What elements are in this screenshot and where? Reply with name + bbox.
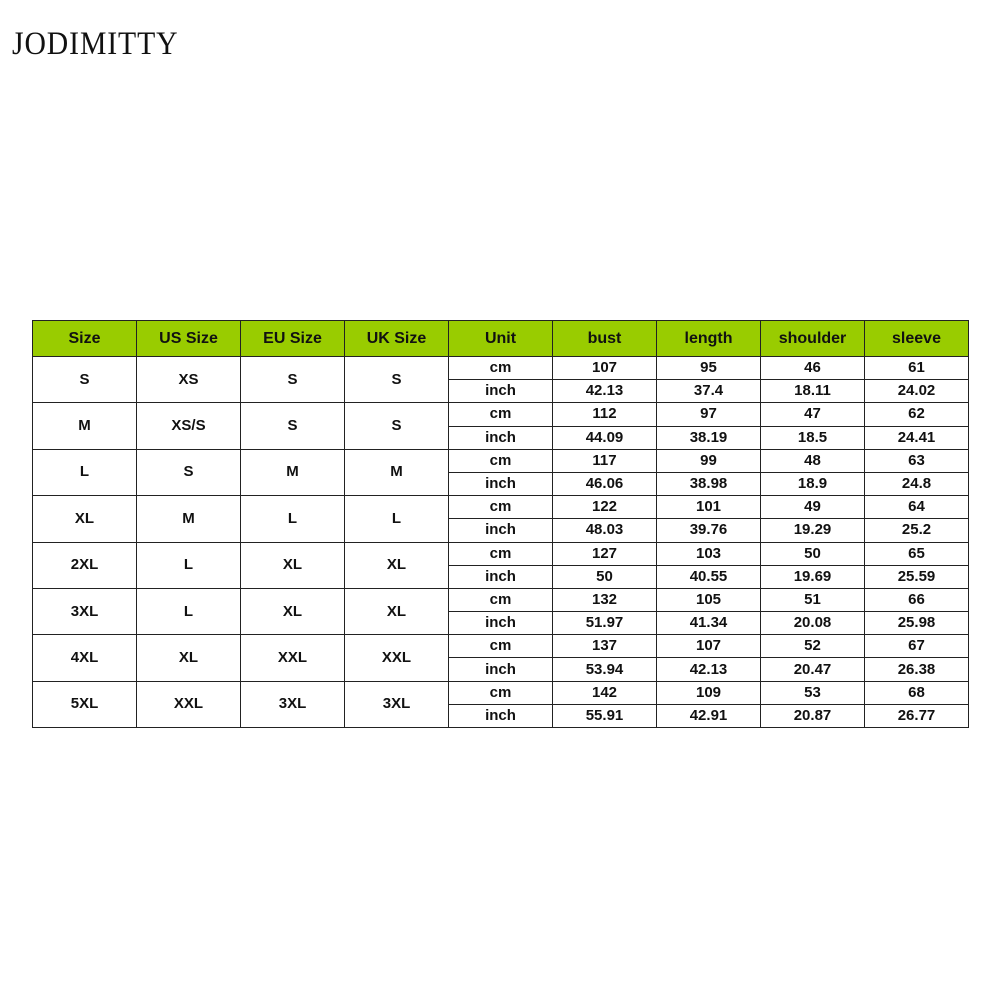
bust-cell: 112 bbox=[553, 403, 657, 426]
us-size-cell: XS/S bbox=[137, 403, 241, 449]
sleeve-cell: 62 bbox=[865, 403, 969, 426]
length-cell: 38.19 bbox=[657, 426, 761, 449]
column-header: length bbox=[657, 321, 761, 357]
unit-cell: inch bbox=[449, 704, 553, 727]
unit-cell: inch bbox=[449, 519, 553, 542]
sleeve-cell: 24.8 bbox=[865, 472, 969, 495]
shoulder-cell: 47 bbox=[761, 403, 865, 426]
eu-size-cell: S bbox=[241, 403, 345, 449]
bust-cell: 46.06 bbox=[553, 472, 657, 495]
size-cell: M bbox=[33, 403, 137, 449]
size-cell: 2XL bbox=[33, 542, 137, 588]
us-size-cell: L bbox=[137, 588, 241, 634]
bust-cell: 132 bbox=[553, 588, 657, 611]
sleeve-cell: 24.02 bbox=[865, 380, 969, 403]
bust-cell: 55.91 bbox=[553, 704, 657, 727]
bust-cell: 53.94 bbox=[553, 658, 657, 681]
uk-size-cell: M bbox=[345, 449, 449, 495]
size-chart-table bbox=[32, 320, 969, 728]
sleeve-cell: 24.41 bbox=[865, 426, 969, 449]
size-cell: 3XL bbox=[33, 588, 137, 634]
column-header: UK Size bbox=[345, 321, 449, 357]
uk-size-cell: 3XL bbox=[345, 681, 449, 727]
column-header: EU Size bbox=[241, 321, 345, 357]
unit-cell: inch bbox=[449, 612, 553, 635]
us-size-cell: XS bbox=[137, 357, 241, 403]
shoulder-cell: 52 bbox=[761, 635, 865, 658]
unit-cell: cm bbox=[449, 403, 553, 426]
sleeve-cell: 25.2 bbox=[865, 519, 969, 542]
eu-size-cell: S bbox=[241, 357, 345, 403]
table-row bbox=[33, 449, 969, 472]
length-cell: 42.13 bbox=[657, 658, 761, 681]
shoulder-cell: 18.5 bbox=[761, 426, 865, 449]
bust-cell: 42.13 bbox=[553, 380, 657, 403]
uk-size-cell: XL bbox=[345, 588, 449, 634]
bust-cell: 117 bbox=[553, 449, 657, 472]
bust-cell: 107 bbox=[553, 357, 657, 380]
column-header: Unit bbox=[449, 321, 553, 357]
bust-cell: 142 bbox=[553, 681, 657, 704]
unit-cell: inch bbox=[449, 472, 553, 495]
eu-size-cell: 3XL bbox=[241, 681, 345, 727]
table-row bbox=[33, 588, 969, 611]
column-header: bust bbox=[553, 321, 657, 357]
column-header: US Size bbox=[137, 321, 241, 357]
uk-size-cell: L bbox=[345, 496, 449, 542]
length-cell: 105 bbox=[657, 588, 761, 611]
column-header: Size bbox=[33, 321, 137, 357]
bust-cell: 48.03 bbox=[553, 519, 657, 542]
unit-cell: cm bbox=[449, 357, 553, 380]
sleeve-cell: 65 bbox=[865, 542, 969, 565]
length-cell: 107 bbox=[657, 635, 761, 658]
table-header-row bbox=[33, 321, 969, 357]
length-cell: 109 bbox=[657, 681, 761, 704]
length-cell: 41.34 bbox=[657, 612, 761, 635]
us-size-cell: S bbox=[137, 449, 241, 495]
table-row bbox=[33, 635, 969, 658]
unit-cell: cm bbox=[449, 542, 553, 565]
table-row bbox=[33, 403, 969, 426]
unit-cell: cm bbox=[449, 635, 553, 658]
us-size-cell: XXL bbox=[137, 681, 241, 727]
length-cell: 99 bbox=[657, 449, 761, 472]
sleeve-cell: 26.77 bbox=[865, 704, 969, 727]
unit-cell: cm bbox=[449, 681, 553, 704]
unit-cell: cm bbox=[449, 496, 553, 519]
unit-cell: inch bbox=[449, 565, 553, 588]
brand-logo: JODIMITTY bbox=[12, 26, 179, 62]
size-cell: 4XL bbox=[33, 635, 137, 681]
bust-cell: 50 bbox=[553, 565, 657, 588]
table-row bbox=[33, 542, 969, 565]
sleeve-cell: 26.38 bbox=[865, 658, 969, 681]
size-cell: XL bbox=[33, 496, 137, 542]
column-header: shoulder bbox=[761, 321, 865, 357]
uk-size-cell: XL bbox=[345, 542, 449, 588]
shoulder-cell: 46 bbox=[761, 357, 865, 380]
unit-cell: inch bbox=[449, 380, 553, 403]
shoulder-cell: 48 bbox=[761, 449, 865, 472]
length-cell: 40.55 bbox=[657, 565, 761, 588]
us-size-cell: L bbox=[137, 542, 241, 588]
bust-cell: 137 bbox=[553, 635, 657, 658]
table-body bbox=[33, 357, 969, 728]
shoulder-cell: 19.69 bbox=[761, 565, 865, 588]
length-cell: 95 bbox=[657, 357, 761, 380]
eu-size-cell: XL bbox=[241, 588, 345, 634]
shoulder-cell: 53 bbox=[761, 681, 865, 704]
unit-cell: inch bbox=[449, 426, 553, 449]
sleeve-cell: 25.98 bbox=[865, 612, 969, 635]
column-header: sleeve bbox=[865, 321, 969, 357]
bust-cell: 44.09 bbox=[553, 426, 657, 449]
unit-cell: inch bbox=[449, 658, 553, 681]
unit-cell: cm bbox=[449, 449, 553, 472]
sleeve-cell: 66 bbox=[865, 588, 969, 611]
shoulder-cell: 20.08 bbox=[761, 612, 865, 635]
sleeve-cell: 67 bbox=[865, 635, 969, 658]
sleeve-cell: 64 bbox=[865, 496, 969, 519]
uk-size-cell: XXL bbox=[345, 635, 449, 681]
shoulder-cell: 20.47 bbox=[761, 658, 865, 681]
eu-size-cell: XL bbox=[241, 542, 345, 588]
shoulder-cell: 51 bbox=[761, 588, 865, 611]
size-cell: 5XL bbox=[33, 681, 137, 727]
length-cell: 37.4 bbox=[657, 380, 761, 403]
shoulder-cell: 18.11 bbox=[761, 380, 865, 403]
table-row bbox=[33, 496, 969, 519]
sleeve-cell: 25.59 bbox=[865, 565, 969, 588]
length-cell: 42.91 bbox=[657, 704, 761, 727]
us-size-cell: M bbox=[137, 496, 241, 542]
length-cell: 97 bbox=[657, 403, 761, 426]
eu-size-cell: XXL bbox=[241, 635, 345, 681]
sleeve-cell: 68 bbox=[865, 681, 969, 704]
shoulder-cell: 49 bbox=[761, 496, 865, 519]
length-cell: 103 bbox=[657, 542, 761, 565]
bust-cell: 127 bbox=[553, 542, 657, 565]
uk-size-cell: S bbox=[345, 403, 449, 449]
length-cell: 39.76 bbox=[657, 519, 761, 542]
eu-size-cell: L bbox=[241, 496, 345, 542]
shoulder-cell: 19.29 bbox=[761, 519, 865, 542]
sleeve-cell: 61 bbox=[865, 357, 969, 380]
shoulder-cell: 20.87 bbox=[761, 704, 865, 727]
size-cell: S bbox=[33, 357, 137, 403]
shoulder-cell: 18.9 bbox=[761, 472, 865, 495]
length-cell: 38.98 bbox=[657, 472, 761, 495]
length-cell: 101 bbox=[657, 496, 761, 519]
eu-size-cell: M bbox=[241, 449, 345, 495]
table-row bbox=[33, 681, 969, 704]
size-cell: L bbox=[33, 449, 137, 495]
us-size-cell: XL bbox=[137, 635, 241, 681]
uk-size-cell: S bbox=[345, 357, 449, 403]
shoulder-cell: 50 bbox=[761, 542, 865, 565]
unit-cell: cm bbox=[449, 588, 553, 611]
bust-cell: 122 bbox=[553, 496, 657, 519]
bust-cell: 51.97 bbox=[553, 612, 657, 635]
table-row bbox=[33, 357, 969, 380]
sleeve-cell: 63 bbox=[865, 449, 969, 472]
